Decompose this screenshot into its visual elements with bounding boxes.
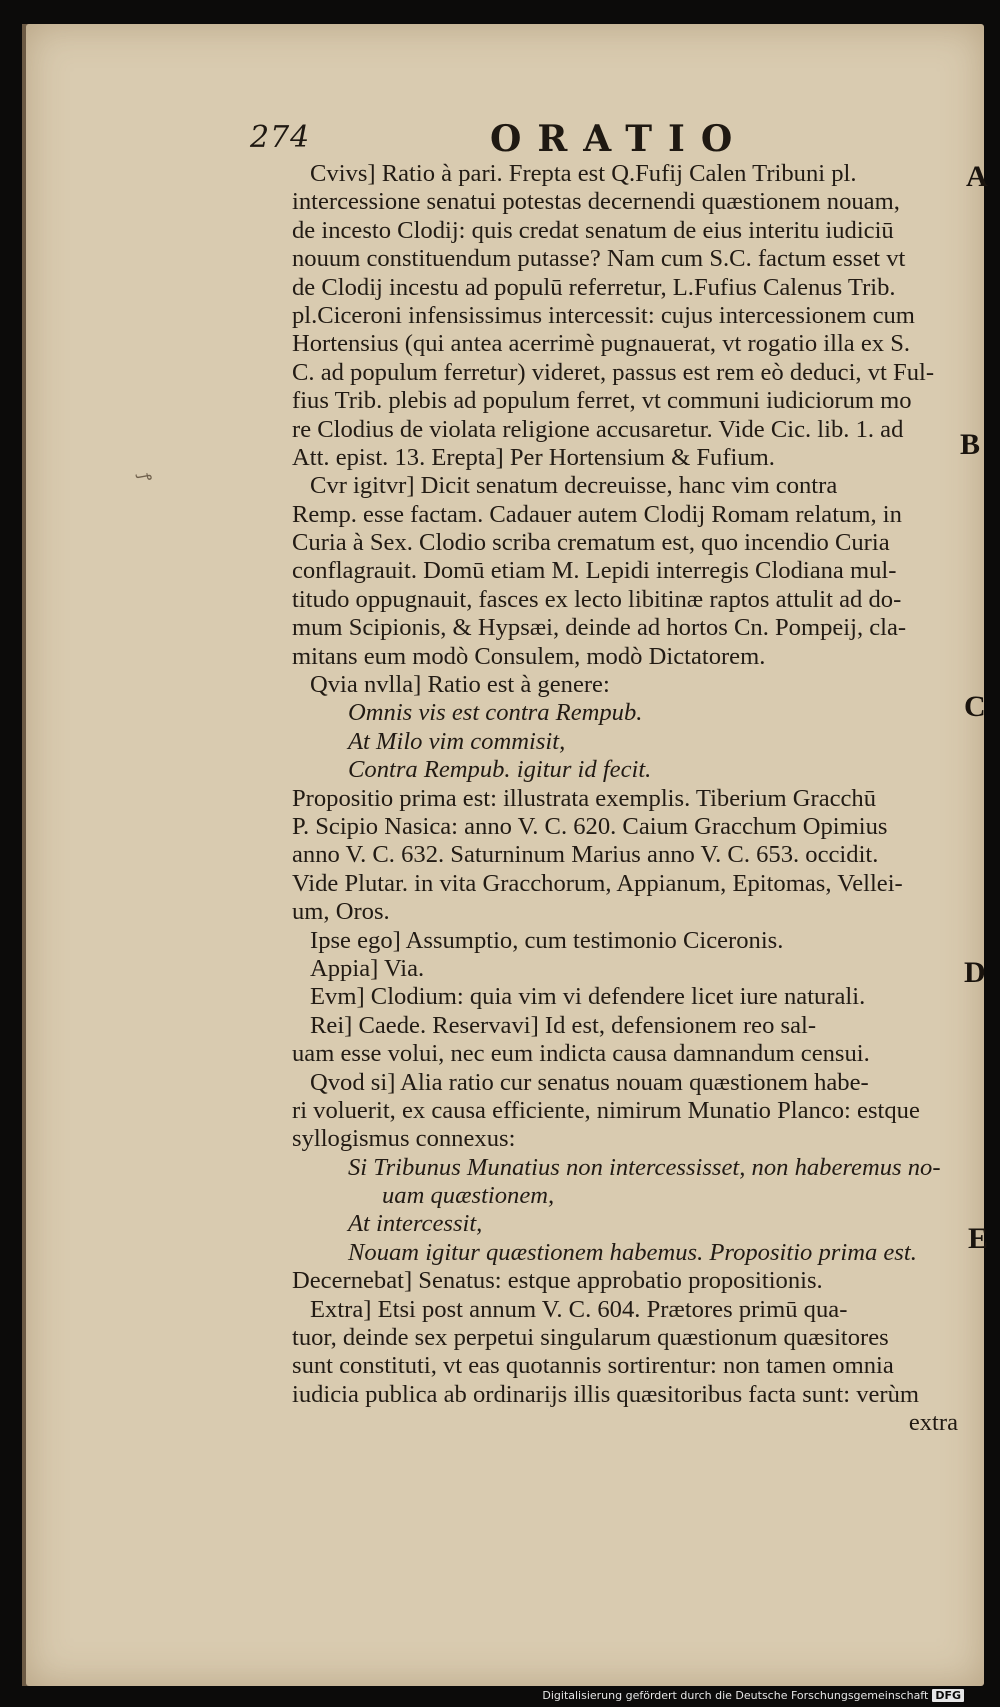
text-line: Ipse ego] Assumptio, cum testimonio Ciceronis. xyxy=(310,926,784,954)
text-line: ri voluerit, ex causa efficiente, nimirum Munatio Planco: estque xyxy=(292,1096,920,1124)
syllogism-line: Nouam igitur quæstionem habemus. Propositio prima est. xyxy=(348,1238,917,1266)
text-line: Hortensius (qui antea acerrimè pugnauerat, vt rogatio illa ex S. xyxy=(292,330,911,358)
syllogism-line: uam quæstionem, xyxy=(382,1182,555,1210)
text-line: re Clodius de violata religione accusaretur. Vide Cic. lib. 1. ad xyxy=(292,415,904,443)
running-title: ORATIO xyxy=(490,118,749,160)
text-line: nouum constituendum putasse? Nam cum S.C. factum esset vt xyxy=(292,245,906,273)
text-line: pl.Ciceroni infensissimus intercessit: cujus intercessionem cum xyxy=(292,301,915,329)
text-line: anno V. C. 632. Saturninum Marius anno V. C. 653. occidit. xyxy=(292,841,879,869)
margin-letter-b: B xyxy=(960,428,981,461)
text-line: iudicia publica ab ordinarijs illis quæsitoribus facta sunt: verùm xyxy=(292,1380,920,1408)
text-line: conflagrauit. Domū etiam M. Lepidi interregis Clodiana mul- xyxy=(292,557,897,585)
text-line: tuor, deinde sex perpetui singularum quæstionum quæsitores xyxy=(292,1324,889,1352)
text-line: mum Scipionis, & Hypsæi, deinde ad hortos Cn. Pompeij, cla- xyxy=(292,614,907,642)
text-line: P. Scipio Nasica: anno V. C. 620. Caium Gracchum Opimius xyxy=(292,812,888,840)
text-line: sunt constituti, vt eas quotannis sortirentur: non tamen omnia xyxy=(292,1352,894,1380)
text-line: mitans eum modò Consulem, modò Dictatorem. xyxy=(292,642,766,670)
text-line: syllogismus connexus: xyxy=(292,1125,516,1153)
syllogism-line: At intercessit, xyxy=(348,1210,483,1238)
text-line: um, Oros. xyxy=(292,898,390,926)
text-line: Qvod si] Alia ratio cur senatus nouam quæstionem habe- xyxy=(310,1068,869,1096)
text-line: de Clodij incestu ad populū referretur, L.Fufius Calenus Trib. xyxy=(292,273,896,301)
syllogism-line: At Milo vim commisit, xyxy=(348,727,566,755)
text-line: Cvivs] Ratio à pari. Frepta est Q.Fufij Calen Tribuni pl. xyxy=(310,160,857,187)
syllogism-line: Si Tribunus Munatius non intercessisset, non haberemus no- xyxy=(348,1153,941,1181)
text-line: titudo oppugnauit, fasces ex lecto libitinæ raptos attulit ad do- xyxy=(292,585,902,613)
text-line: Curia à Sex. Clodio scriba crematum est, quo incendio Curia xyxy=(292,529,890,557)
running-header xyxy=(0,120,1000,164)
text-line: Qvia nvlla] Ratio est à genere: xyxy=(310,671,610,699)
text-line: Rei] Caede. Reservavi] Id est, defensionem reo sal- xyxy=(310,1011,817,1039)
syllogism-line: Contra Rempub. igitur id fecit. xyxy=(348,756,652,784)
text-line: Cvr igitvr] Dicit senatum decreuisse, hanc vim contra xyxy=(310,472,838,500)
text-line: Decernebat] Senatus: estque approbatio propositionis. xyxy=(292,1267,823,1295)
text-line: Evm] Clodium: quia vim vi defendere licet iure naturali. xyxy=(310,983,866,1011)
text-line: intercessione senatui potestas decernendi quæstionem nouam, xyxy=(292,188,900,216)
commentary-text xyxy=(292,160,964,1438)
margin-speck: ꝭ xyxy=(135,471,156,483)
text-line: Att. epist. 13. Erepta] Per Hortensium & Fufium. xyxy=(292,443,775,471)
margin-letter-d: D xyxy=(964,956,986,989)
text-line: C. ad populum ferretur) videret, passus est rem eò deduci, vt Ful- xyxy=(292,358,935,386)
page-number: 274 xyxy=(250,120,311,155)
text-line: Appia] Via. xyxy=(310,954,425,982)
text-line: Vide Plutar. in vita Gracchorum, Appianum, Epitomas, Vellei- xyxy=(292,869,903,897)
text-line: Extra] Etsi post annum V. C. 604. Prætores primū qua- xyxy=(310,1295,848,1323)
margin-letter-c: C xyxy=(964,690,986,723)
footer-credit: Digitalisierung gefördert durch die Deutsche Forschungsgemeinschaft xyxy=(542,1689,929,1702)
text-line: Remp. esse factam. Cadauer autem Clodij Romam relatum, in xyxy=(292,500,902,528)
text-line: Propositio prima est: illustrata exemplis. Tiberium Gracchū xyxy=(292,784,877,812)
digitization-footer xyxy=(0,1689,1000,1707)
text-line: uam esse volui, nec eum indicta causa damnandum censui. xyxy=(292,1040,870,1068)
margin-letter-a: A xyxy=(966,160,988,193)
text-line: de incesto Clodij: quis credat senatum de eius interitu iudiciū xyxy=(292,216,894,244)
syllogism-line: Omnis vis est contra Rempub. xyxy=(348,699,643,727)
text-line: fius Trib. plebis ad populum ferret, vt communi iudiciorum mo xyxy=(292,387,912,415)
catchword: extra xyxy=(908,1409,958,1437)
margin-letter-e: E xyxy=(968,1222,989,1255)
dfg-logo: DFG xyxy=(932,1689,964,1702)
